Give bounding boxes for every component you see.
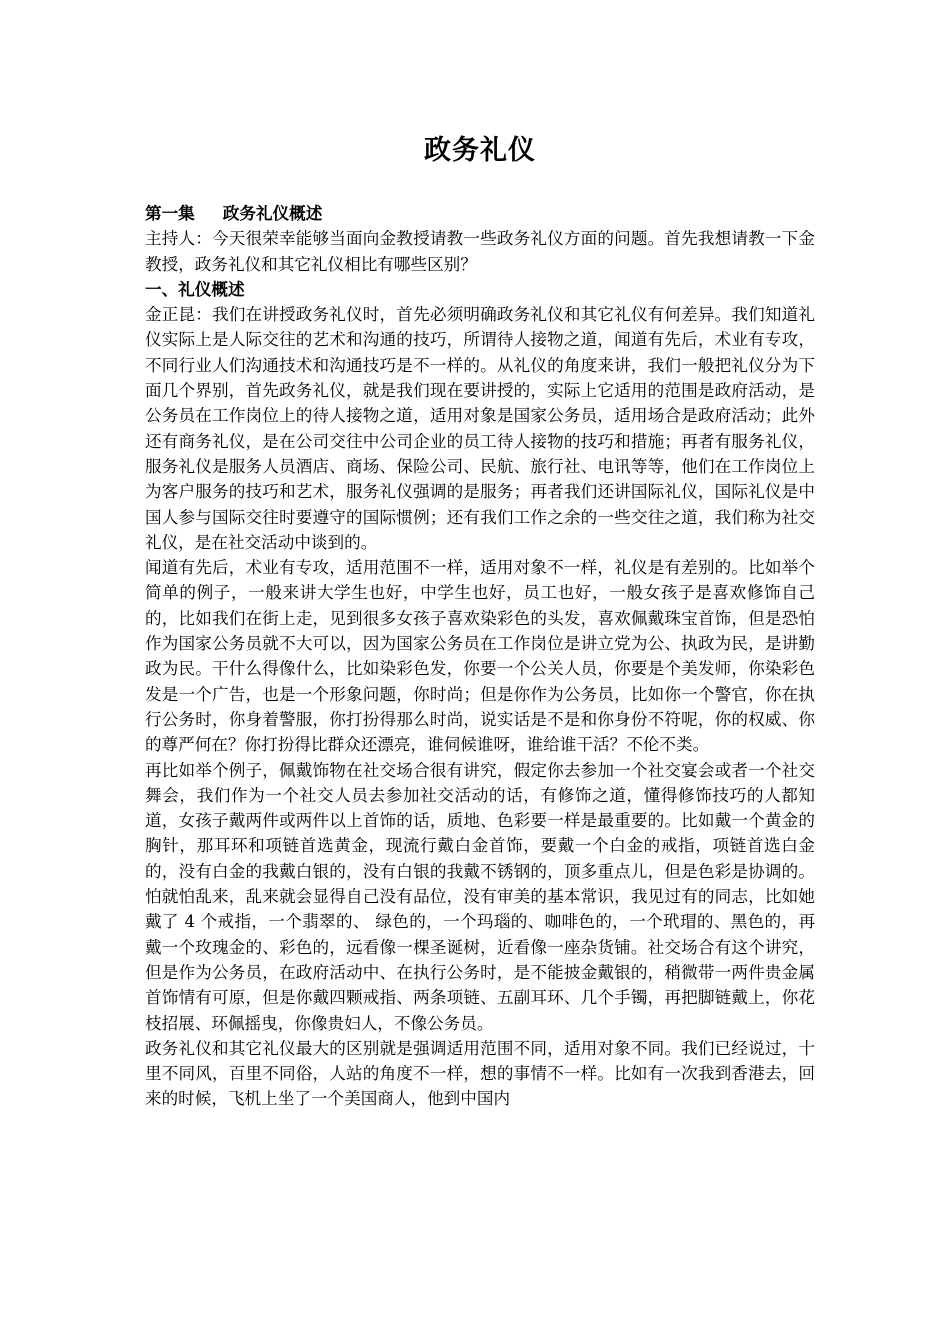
document-body [145, 201, 815, 1112]
chapter-number: 第一集 [145, 204, 195, 223]
intro-paragraph: 主持人：今天很荣幸能够当面向金教授请教一些政务礼仪方面的问题。首先我想请教一下金教授，政务礼仪和其它礼仪相比有哪些区别？ [145, 229, 815, 274]
chapter-name: 政务礼仪概述 [222, 204, 323, 223]
document-title: 政务礼仪 [424, 135, 536, 166]
document-page [145, 0, 815, 1344]
section-heading: 一、礼仪概述 [145, 279, 245, 299]
chapter-heading [145, 201, 815, 226]
body-paragraph: 政务礼仪和其它礼仪最大的区别就是强调适用范围不同，适用对象不同。我们已经说过，十里不同风，百里不同俗，人站的角度不一样，想的事情不一样。比如有一次我到香港去，回来的时候，飞机上坐了一个美国商人，他到中国内 [145, 1038, 815, 1109]
body-paragraph: 再比如举个例子，佩戴饰物在社交场合很有讲究，假定你去参加一个社交宴会或者一个社交舞会，我们作为一个社交人员去参加社交活动的话，有修饰之道，懂得修饰技巧的人都知道，女孩子戴两件或两件以上首饰的话，质地、色彩要一样是最重要的。比如戴一个黄金的胸针，那耳环和项链首选黄金，现流行戴白金首饰，要戴一个白金的戒指，项链首选白金的，没有白金的我戴白银的，没有白银的我戴不锈钢的，顶多重点儿，但是色彩是协调的。怕就怕乱来，乱来就会显得自己没有品位，没有审美的基本常识，我见过有的同志，比如她戴了 4 个戒指，一个翡翠的、 绿色的，一个玛瑙的、咖啡色的，一个玳瑁的、黑色的，再戴一个玫瑰金的、彩色的，远看像一棵圣诞树，近看像一座杂货铺。社交场合有这个讲究，但是作为公务员，在政府活动中、在执行公务时，是不能披金戴银的，稍微带一两件贵金属首饰情有可原，但是你戴四颗戒指、两条项链、五副耳环、几个手镯，再把脚链戴上，你花枝招展、环佩摇曳，你像贵妇人，不像公务员。 [145, 760, 815, 1033]
body-paragraph: 金正昆：我们在讲授政务礼仪时，首先必须明确政务礼仪和其它礼仪有何差异。我们知道礼仪实际上是人际交往的艺术和沟通的技巧，所谓待人接物之道，闻道有先后，术业有专攻，不同行业人们沟通技术和沟通技巧是不一样的。从礼仪的角度来讲，我们一般把礼仪分为下面几个界别，首先政务礼仪，就是我们现在要讲授的，实际上它适用的范围是政府活动，是公务员在工作岗位上的待人接物之道，适用对象是国家公务员，适用场合是政府活动；此外还有商务礼仪，是在公司交往中公司企业的员工待人接物的技巧和措施；再者有服务礼仪，服务礼仪是服务人员酒店、商场、保险公司、民航、旅行社、电讯等等，他们在工作岗位上为客户服务的技巧和艺术，服务礼仪强调的是服务；再者我们还讲国际礼仪，国际礼仪是中国人参与国际交往时要遵守的国际惯例；还有我们工作之余的一些交往之道，我们称为社交礼仪，是在社交活动中谈到的。 [145, 305, 815, 552]
body-paragraph: 闻道有先后，术业有专攻，适用范围不一样，适用对象不一样，礼仪是有差别的。比如举个简单的例子，一般来讲大学生也好，中学生也好，员工也好，一般女孩子是喜欢修饰自己的，比如我们在街上走，见到很多女孩子喜欢染彩色的头发，喜欢佩戴珠宝首饰，但是恐怕作为国家公务员就不大可以，因为国家公务员在工作岗位是讲立党为公、执政为民，是讲勤政为民。干什么得像什么，比如染彩色发，你要一个公关人员，你要是个美发师，你染彩色发是一个广告，也是一个形象问题，你时尚；但是你作为公务员，比如你一个警官，你在执行公务时，你身着警服，你打扮得那么时尚，说实话是不是和你身份不符呢，你的权威、你的尊严何在？你打扮得比群众还漂亮，谁伺候谁呀，谁给谁干活？不伦不类。 [145, 558, 815, 755]
